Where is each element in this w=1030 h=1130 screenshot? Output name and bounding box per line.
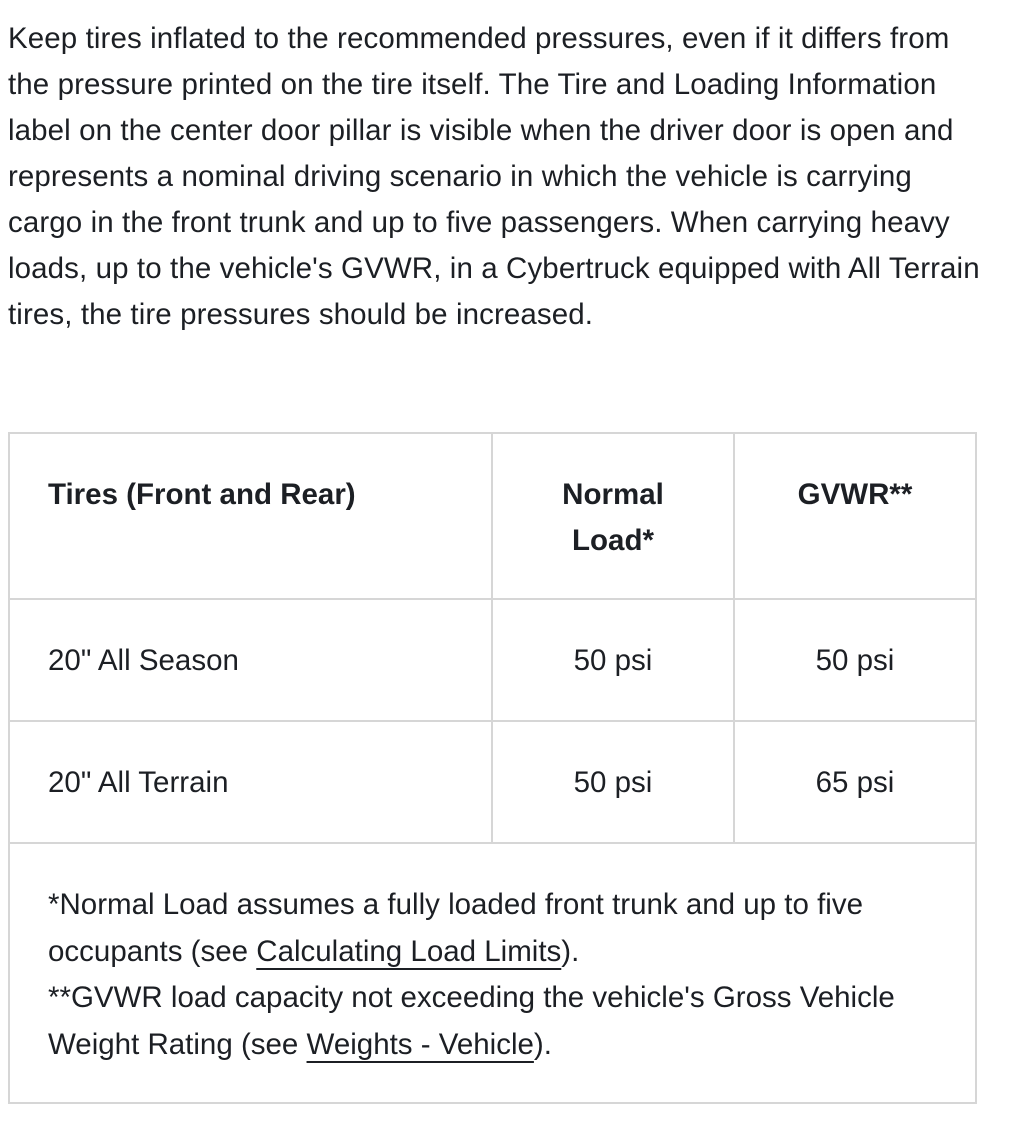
footnote-gvwr-text: **GVWR load capacity not exceeding the vehicle's Gross Vehicle Weight Rating (see	[48, 981, 895, 1061]
footnote-normal-text: *Normal Load assumes a fully loaded front trunk and up to five occupants (see	[48, 888, 863, 968]
cell-normal-load: 50 psi	[492, 721, 734, 843]
cell-gvwr: 50 psi	[734, 599, 976, 721]
tire-pressure-table	[8, 432, 977, 1104]
cell-tire: 20" All Season	[9, 599, 492, 721]
header-gvwr: GVWR**	[734, 433, 976, 599]
footnote-normal-suffix: ).	[561, 934, 580, 968]
header-normal-line1: Normal	[562, 478, 664, 511]
calculating-load-limits-link[interactable]: Calculating Load Limits	[256, 934, 562, 968]
footnote-cell	[9, 843, 976, 1103]
header-tires: Tires (Front and Rear)	[9, 433, 492, 599]
intro-paragraph: Keep tires inflated to the recommended pressures, even if it differs from the pressure printed on the tire itself. The Tire and Loading Information label on the center door pillar is visible when the driver door is open and represents a nominal driving scenario in which the vehicle is carrying cargo in the front trunk and up to five passengers. When carrying heavy loads, up to the vehicle's GVWR, in a Cybertruck equipped with All Terrain tires, the tire pressures should be increased.	[8, 22, 980, 331]
weights-vehicle-link[interactable]: Weights - Vehicle	[306, 1027, 534, 1061]
table-header-row	[9, 433, 976, 599]
cell-normal-load: 50 psi	[492, 599, 734, 721]
cell-tire: 20" All Terrain	[9, 721, 492, 843]
cell-gvwr: 65 psi	[734, 721, 976, 843]
table-row	[9, 721, 976, 843]
table-row	[9, 599, 976, 721]
footnote-normal-load	[48, 882, 937, 975]
footnote-gvwr-suffix: ).	[533, 1027, 552, 1061]
footnote-gvwr	[48, 975, 937, 1068]
footnote-row	[9, 843, 976, 1103]
header-normal-load	[492, 433, 734, 599]
header-normal-line2: Load*	[572, 524, 654, 557]
